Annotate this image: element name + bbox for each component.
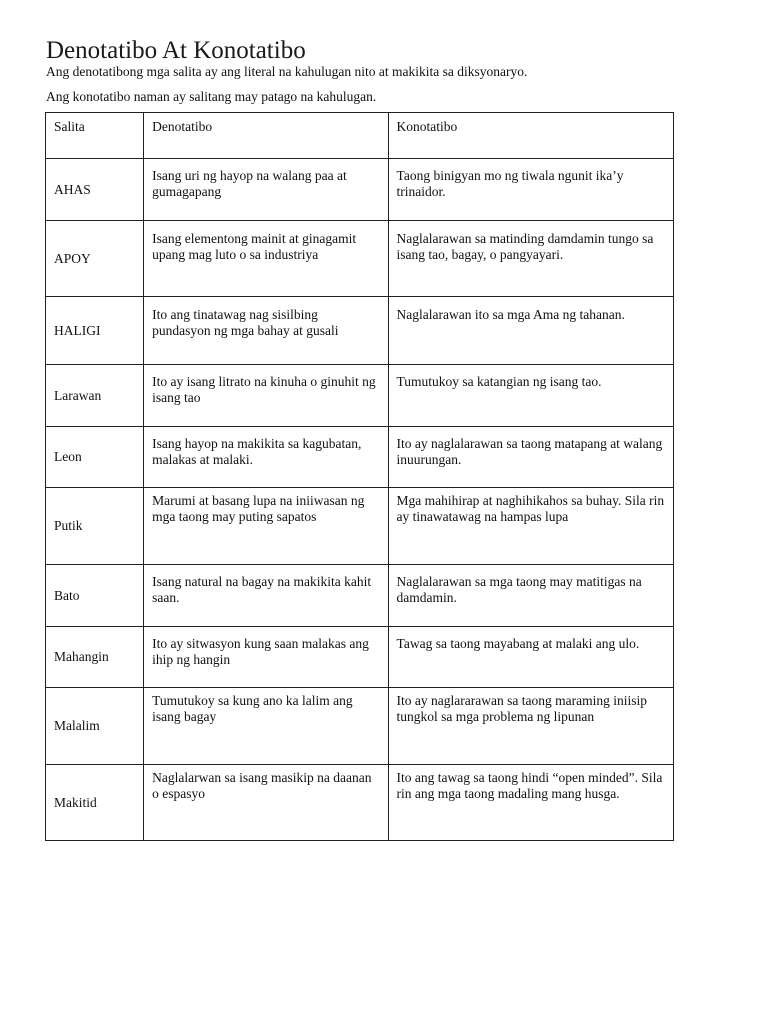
cell-salita: AHAS <box>46 159 144 221</box>
cell-konotatibo: Ito ay naglararawan sa taong maraming iniisip tungkol sa mga problema ng lipunan <box>388 688 673 765</box>
table-row <box>46 221 674 297</box>
page-title: Denotatibo At Konotatibo <box>46 37 306 64</box>
intro-paragraph-konotatibo: Ang konotatibo naman ay salitang may patago na kahulugan. <box>46 89 377 104</box>
intro-paragraph-denotatibo: Ang denotatibong mga salita ay ang literal na kahulugan nito at makikita sa diksyonaryo. <box>46 64 528 79</box>
cell-salita: Larawan <box>46 365 144 427</box>
table-row <box>46 765 674 841</box>
table-header-row <box>46 113 674 159</box>
table-row <box>46 565 674 627</box>
cell-denotatibo: Isang uri ng hayop na walang paa at gumagapang <box>144 159 388 221</box>
cell-konotatibo: Tumutukoy sa katangian ng isang tao. <box>388 365 673 427</box>
table-row <box>46 159 674 221</box>
word-meaning-table <box>45 112 674 841</box>
cell-salita: Makitid <box>46 765 144 841</box>
cell-salita: APOY <box>46 221 144 297</box>
table-row <box>46 488 674 565</box>
cell-konotatibo: Naglalarawan sa mga taong may matitigas na damdamin. <box>388 565 673 627</box>
cell-denotatibo: Marumi at basang lupa na iniiwasan ng mga taong may puting sapatos <box>144 488 388 565</box>
header-salita: Salita <box>46 113 144 159</box>
header-konotatibo: Konotatibo <box>388 113 673 159</box>
header-denotatibo: Denotatibo <box>144 113 388 159</box>
cell-salita: Leon <box>46 427 144 488</box>
cell-denotatibo: Isang elementong mainit at ginagamit upang mag luto o sa industriya <box>144 221 388 297</box>
cell-konotatibo: Ito ang tawag sa taong hindi “open minded”. Sila rin ang mga taong madaling mang husga. <box>388 765 673 841</box>
cell-denotatibo: Ito ang tinatawag nag sisilbing pundasyon ng mga bahay at gusali <box>144 297 388 365</box>
cell-salita: Mahangin <box>46 627 144 688</box>
cell-salita: Bato <box>46 565 144 627</box>
cell-salita: HALIGI <box>46 297 144 365</box>
table-row <box>46 627 674 688</box>
cell-denotatibo: Tumutukoy sa kung ano ka lalim ang isang bagay <box>144 688 388 765</box>
cell-salita: Putik <box>46 488 144 565</box>
cell-konotatibo: Tawag sa taong mayabang at malaki ang ulo. <box>388 627 673 688</box>
table-row <box>46 688 674 765</box>
cell-denotatibo: Ito ay isang litrato na kinuha o ginuhit ng isang tao <box>144 365 388 427</box>
cell-salita: Malalim <box>46 688 144 765</box>
cell-konotatibo: Ito ay naglalarawan sa taong matapang at walang inuurungan. <box>388 427 673 488</box>
cell-denotatibo: Isang hayop na makikita sa kagubatan, malakas at malaki. <box>144 427 388 488</box>
cell-denotatibo: Isang natural na bagay na makikita kahit saan. <box>144 565 388 627</box>
table-row <box>46 365 674 427</box>
table-row <box>46 427 674 488</box>
cell-konotatibo: Mga mahihirap at naghihikahos sa buhay. Sila rin ay tinawatawag na hampas lupa <box>388 488 673 565</box>
cell-denotatibo: Naglalarwan sa isang masikip na daanan o espasyo <box>144 765 388 841</box>
table-row <box>46 297 674 365</box>
cell-konotatibo: Naglalarawan sa matinding damdamin tungo sa isang tao, bagay, o pangyayari. <box>388 221 673 297</box>
cell-konotatibo: Naglalarawan ito sa mga Ama ng tahanan. <box>388 297 673 365</box>
cell-denotatibo: Ito ay sitwasyon kung saan malakas ang ihip ng hangin <box>144 627 388 688</box>
cell-konotatibo: Taong binigyan mo ng tiwala ngunit ika’y trinaidor. <box>388 159 673 221</box>
